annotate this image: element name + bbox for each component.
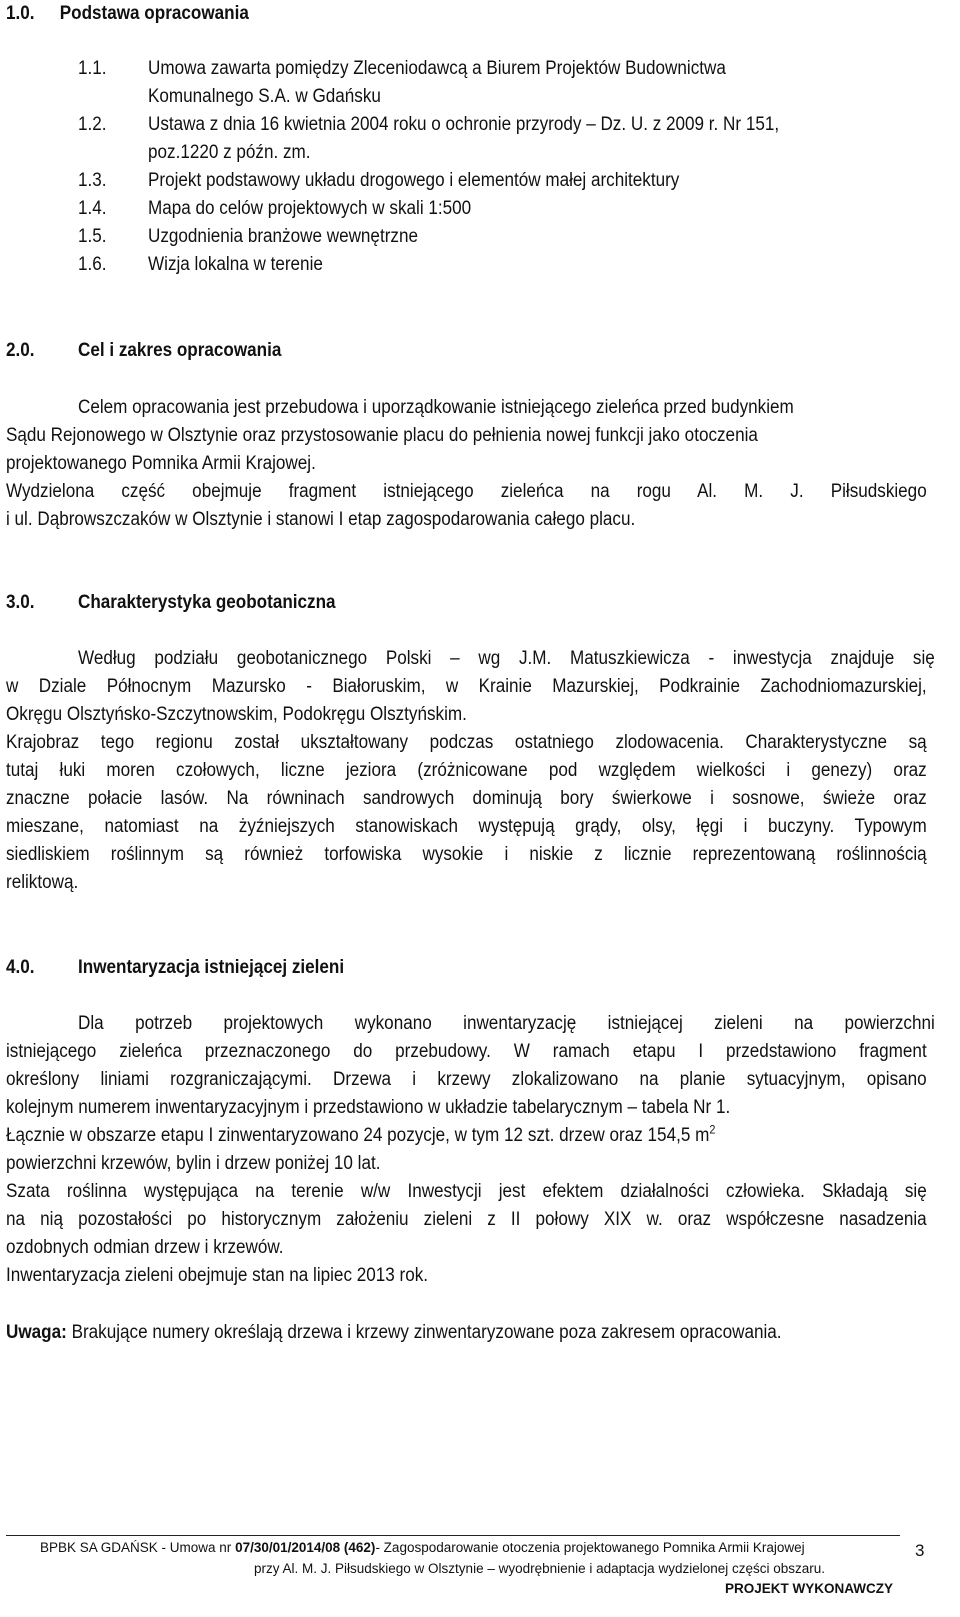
s4-line-1: Dla potrzeb projektowych wykonano inwentaryzację istniejącej zieleni na powierzchni bbox=[78, 1013, 935, 1034]
section-2-number: 2.0. bbox=[6, 340, 35, 361]
item-1-1-number: 1.1. bbox=[78, 58, 107, 79]
s3-line-3: Okręgu Olsztyńsko-Szczytnowskim, Podokręgu Olsztyńskim. bbox=[6, 704, 467, 725]
s4-line-6: powierzchni krzewów, bylin i drzew poniżej 10 lat. bbox=[6, 1153, 381, 1174]
footer-line-2: przy Al. M. J. Piłsudskiego w Olsztynie – wyodrębnienie i adaptacja wydzielonej części obszaru. bbox=[254, 1561, 826, 1576]
s4-line-8: na nią pozostałości po historycznym założeniu zieleni z II połowy XIX w. oraz współczesne nasadzenia bbox=[6, 1209, 927, 1230]
s4-line-10: Inwentaryzacja zieleni obejmuje stan na lipiec 2013 rok. bbox=[6, 1265, 429, 1286]
s2-line-3: projektowanego Pomnika Armii Krajowej. bbox=[6, 453, 316, 474]
s3-line-1: Według podziału geobotanicznego Polski – wg J.M. Matuszkiewicza - inwestycja znajduje się bbox=[78, 648, 935, 669]
section-1-number: 1.0. bbox=[6, 3, 35, 24]
s2-line-4: Wydzielona część obejmuje fragment istniejącego zieleńca na rogu Al. M. J. Piłsudskiego bbox=[6, 481, 927, 502]
footer-line-1-c: - Zagospodarowanie otoczenia projektowanego Pomnika Armii Krajowej bbox=[375, 1540, 805, 1555]
s4-line-5 bbox=[6, 1124, 715, 1148]
s4-line-4: kolejnym numerem inwentaryzacyjnym i przedstawiono w układzie tabelarycznym – tabela Nr 1. bbox=[6, 1097, 731, 1118]
item-1-2-line-1: Ustawa z dnia 16 kwietnia 2004 roku o ochronie przyrody – Dz. U. z 2009 r. Nr 151, bbox=[148, 114, 780, 135]
s4-line-2: istniejącego zieleńca przeznaczonego do przebudowy. W ramach etapu I przedstawiono fragment bbox=[6, 1041, 927, 1062]
footer-line-1-a: BPBK SA GDAŃSK - Umowa nr bbox=[40, 1540, 236, 1555]
s2-line-2: Sądu Rejonowego w Olsztynie oraz przystosowanie placu do pełnienia nowej funkcji jako otoczenia bbox=[6, 425, 758, 446]
section-3-number: 3.0. bbox=[6, 592, 35, 613]
s4-line-3: określony liniami rozgraniczającymi. Drzewa i krzewy zlokalizowano na planie sytuacyjnym, opisano bbox=[6, 1069, 927, 1090]
item-1-3-number: 1.3. bbox=[78, 170, 107, 191]
s3-line-5: tutaj łuki moren czołowych, liczne jeziora (zróżnicowane pod względem wielkości i genezy) oraz bbox=[6, 760, 927, 781]
s3-line-4: Krajobraz tego regionu został ukształtowany podczas ostatniego zlodowacenia. Charakterystyczne są bbox=[6, 732, 927, 753]
section-3-title: Charakterystyka geobotaniczna bbox=[78, 592, 336, 613]
s4-line-5-text: Łącznie w obszarze etapu I zinwentaryzowano 24 pozycje, w tym 12 szt. drzew oraz 154,5 m bbox=[6, 1125, 710, 1146]
note bbox=[6, 1321, 782, 1345]
item-1-2-line-2: poz.1220 z późn. zm. bbox=[148, 142, 311, 163]
page-number: 3 bbox=[915, 1541, 925, 1560]
note-label: Uwaga: bbox=[6, 1322, 67, 1343]
s3-line-7: mieszane, natomiast na żyźniejszych stanowiskach występują grądy, olsy, łęgi i buczyny. Typowym bbox=[6, 816, 927, 837]
item-1-2-number: 1.2. bbox=[78, 114, 107, 135]
section-4-number: 4.0. bbox=[6, 957, 35, 978]
s2-line-1: Celem opracowania jest przebudowa i uporządkowanie istniejącego zieleńca przed budynkiem bbox=[78, 397, 794, 418]
item-1-5-number: 1.5. bbox=[78, 226, 107, 247]
section-2-title: Cel i zakres opracowania bbox=[78, 340, 282, 361]
item-1-6-line-1: Wizja lokalna w terenie bbox=[148, 254, 323, 275]
footer-line-1 bbox=[40, 1540, 805, 1556]
s3-line-8: siedliskiem roślinnym są również torfowiska wysokie i niskie z licznie reprezentowaną roślinnością bbox=[6, 844, 927, 865]
item-1-5-line-1: Uzgodnienia branżowe wewnętrzne bbox=[148, 226, 418, 247]
s3-line-9: reliktową. bbox=[6, 872, 79, 893]
item-1-3-line-1: Projekt podstawowy układu drogowego i elementów małej architektury bbox=[148, 170, 680, 191]
section-4-title: Inwentaryzacja istniejącej zieleni bbox=[78, 957, 345, 978]
s2-line-5: i ul. Dąbrowszczaków w Olsztynie i stanowi I etap zagospodarowania całego placu. bbox=[6, 509, 636, 530]
section-1-heading bbox=[6, 2, 249, 26]
footer-divider bbox=[6, 1535, 900, 1536]
s4-line-7: Szata roślinna występująca na terenie w/w Inwestycji jest efektem działalności człowieka. Składają się bbox=[6, 1181, 927, 1202]
item-1-6-number: 1.6. bbox=[78, 254, 107, 275]
note-text: Brakujące numery określają drzewa i krzewy zinwentaryzowane poza zakresem opracowania. bbox=[66, 1322, 782, 1343]
s3-line-2: w Dziale Północnym Mazursko - Białoruskim, w Krainie Mazurskiej, Podkrainie Zachodniomazurskiej, bbox=[6, 676, 927, 697]
item-1-1-line-2: Komunalnego S.A. w Gdańsku bbox=[148, 86, 381, 107]
item-1-1-line-1: Umowa zawarta pomiędzy Zleceniodawcą a Biurem Projektów Budownictwa bbox=[148, 58, 726, 79]
footer-contract-number: 07/30/01/2014/08 (462) bbox=[235, 1540, 376, 1555]
section-1-title: Podstawa opracowania bbox=[59, 3, 249, 24]
footer-line-3: PROJEKT WYKONAWCZY bbox=[725, 1581, 894, 1596]
item-1-4-number: 1.4. bbox=[78, 198, 107, 219]
s3-line-6: znaczne połacie lasów. Na równinach sandrowych dominują bory świerkowe i sosnowe, świeże oraz bbox=[6, 788, 927, 809]
item-1-4-line-1: Mapa do celów projektowych w skali 1:500 bbox=[148, 198, 472, 219]
superscript-2: 2 bbox=[709, 1122, 716, 1137]
s4-line-9: ozdobnych odmian drzew i krzewów. bbox=[6, 1237, 284, 1258]
